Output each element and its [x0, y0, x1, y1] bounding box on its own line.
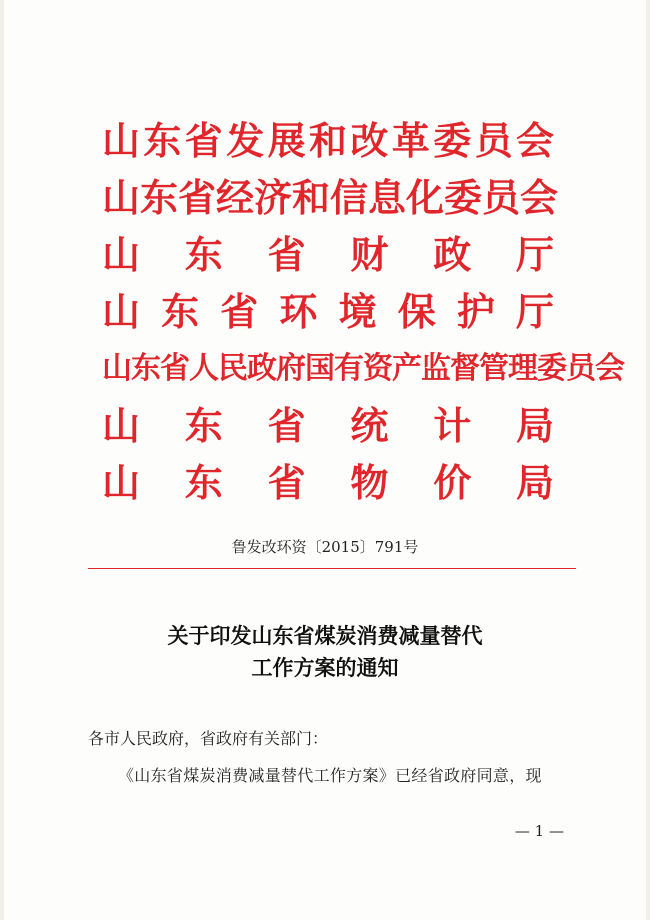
document-title-line-1: 关于印发山东省煤炭消费减量替代 [167, 624, 483, 648]
body-paragraph-first-line: 《山东省煤炭消费减量替代工作方案》已经省政府同意，现 [118, 766, 542, 785]
issuer-state-assets-commission: 山东省人民政府国有资产监督管理委员会 [102, 351, 624, 386]
document-number: 鲁发改环资〔2015〕791号 [231, 538, 419, 556]
red-separator-rule [88, 568, 576, 569]
issuer-price-bureau: 山东省物价局 [102, 460, 554, 505]
salutation: 各市人民政府，省政府有关部门： [88, 729, 329, 748]
issuing-authorities [102, 112, 624, 511]
page-number: — 1 — [514, 822, 564, 840]
issuer-development-reform-commission: 山东省发展和改革委员会 [102, 118, 554, 163]
issuer-finance-department: 山东省财政厅 [102, 232, 554, 277]
issuer-economy-informatization-commission: 山东省经济和信息化委员会 [102, 175, 559, 220]
page-left-edge [0, 0, 4, 920]
issuer-statistics-bureau: 山东省统计局 [102, 403, 554, 448]
document-title [0, 620, 650, 684]
document-title-line-2: 工作方案的通知 [251, 656, 399, 680]
issuer-environmental-protection-department: 山东省环境保护厅 [102, 289, 554, 334]
page-right-edge [646, 0, 650, 920]
